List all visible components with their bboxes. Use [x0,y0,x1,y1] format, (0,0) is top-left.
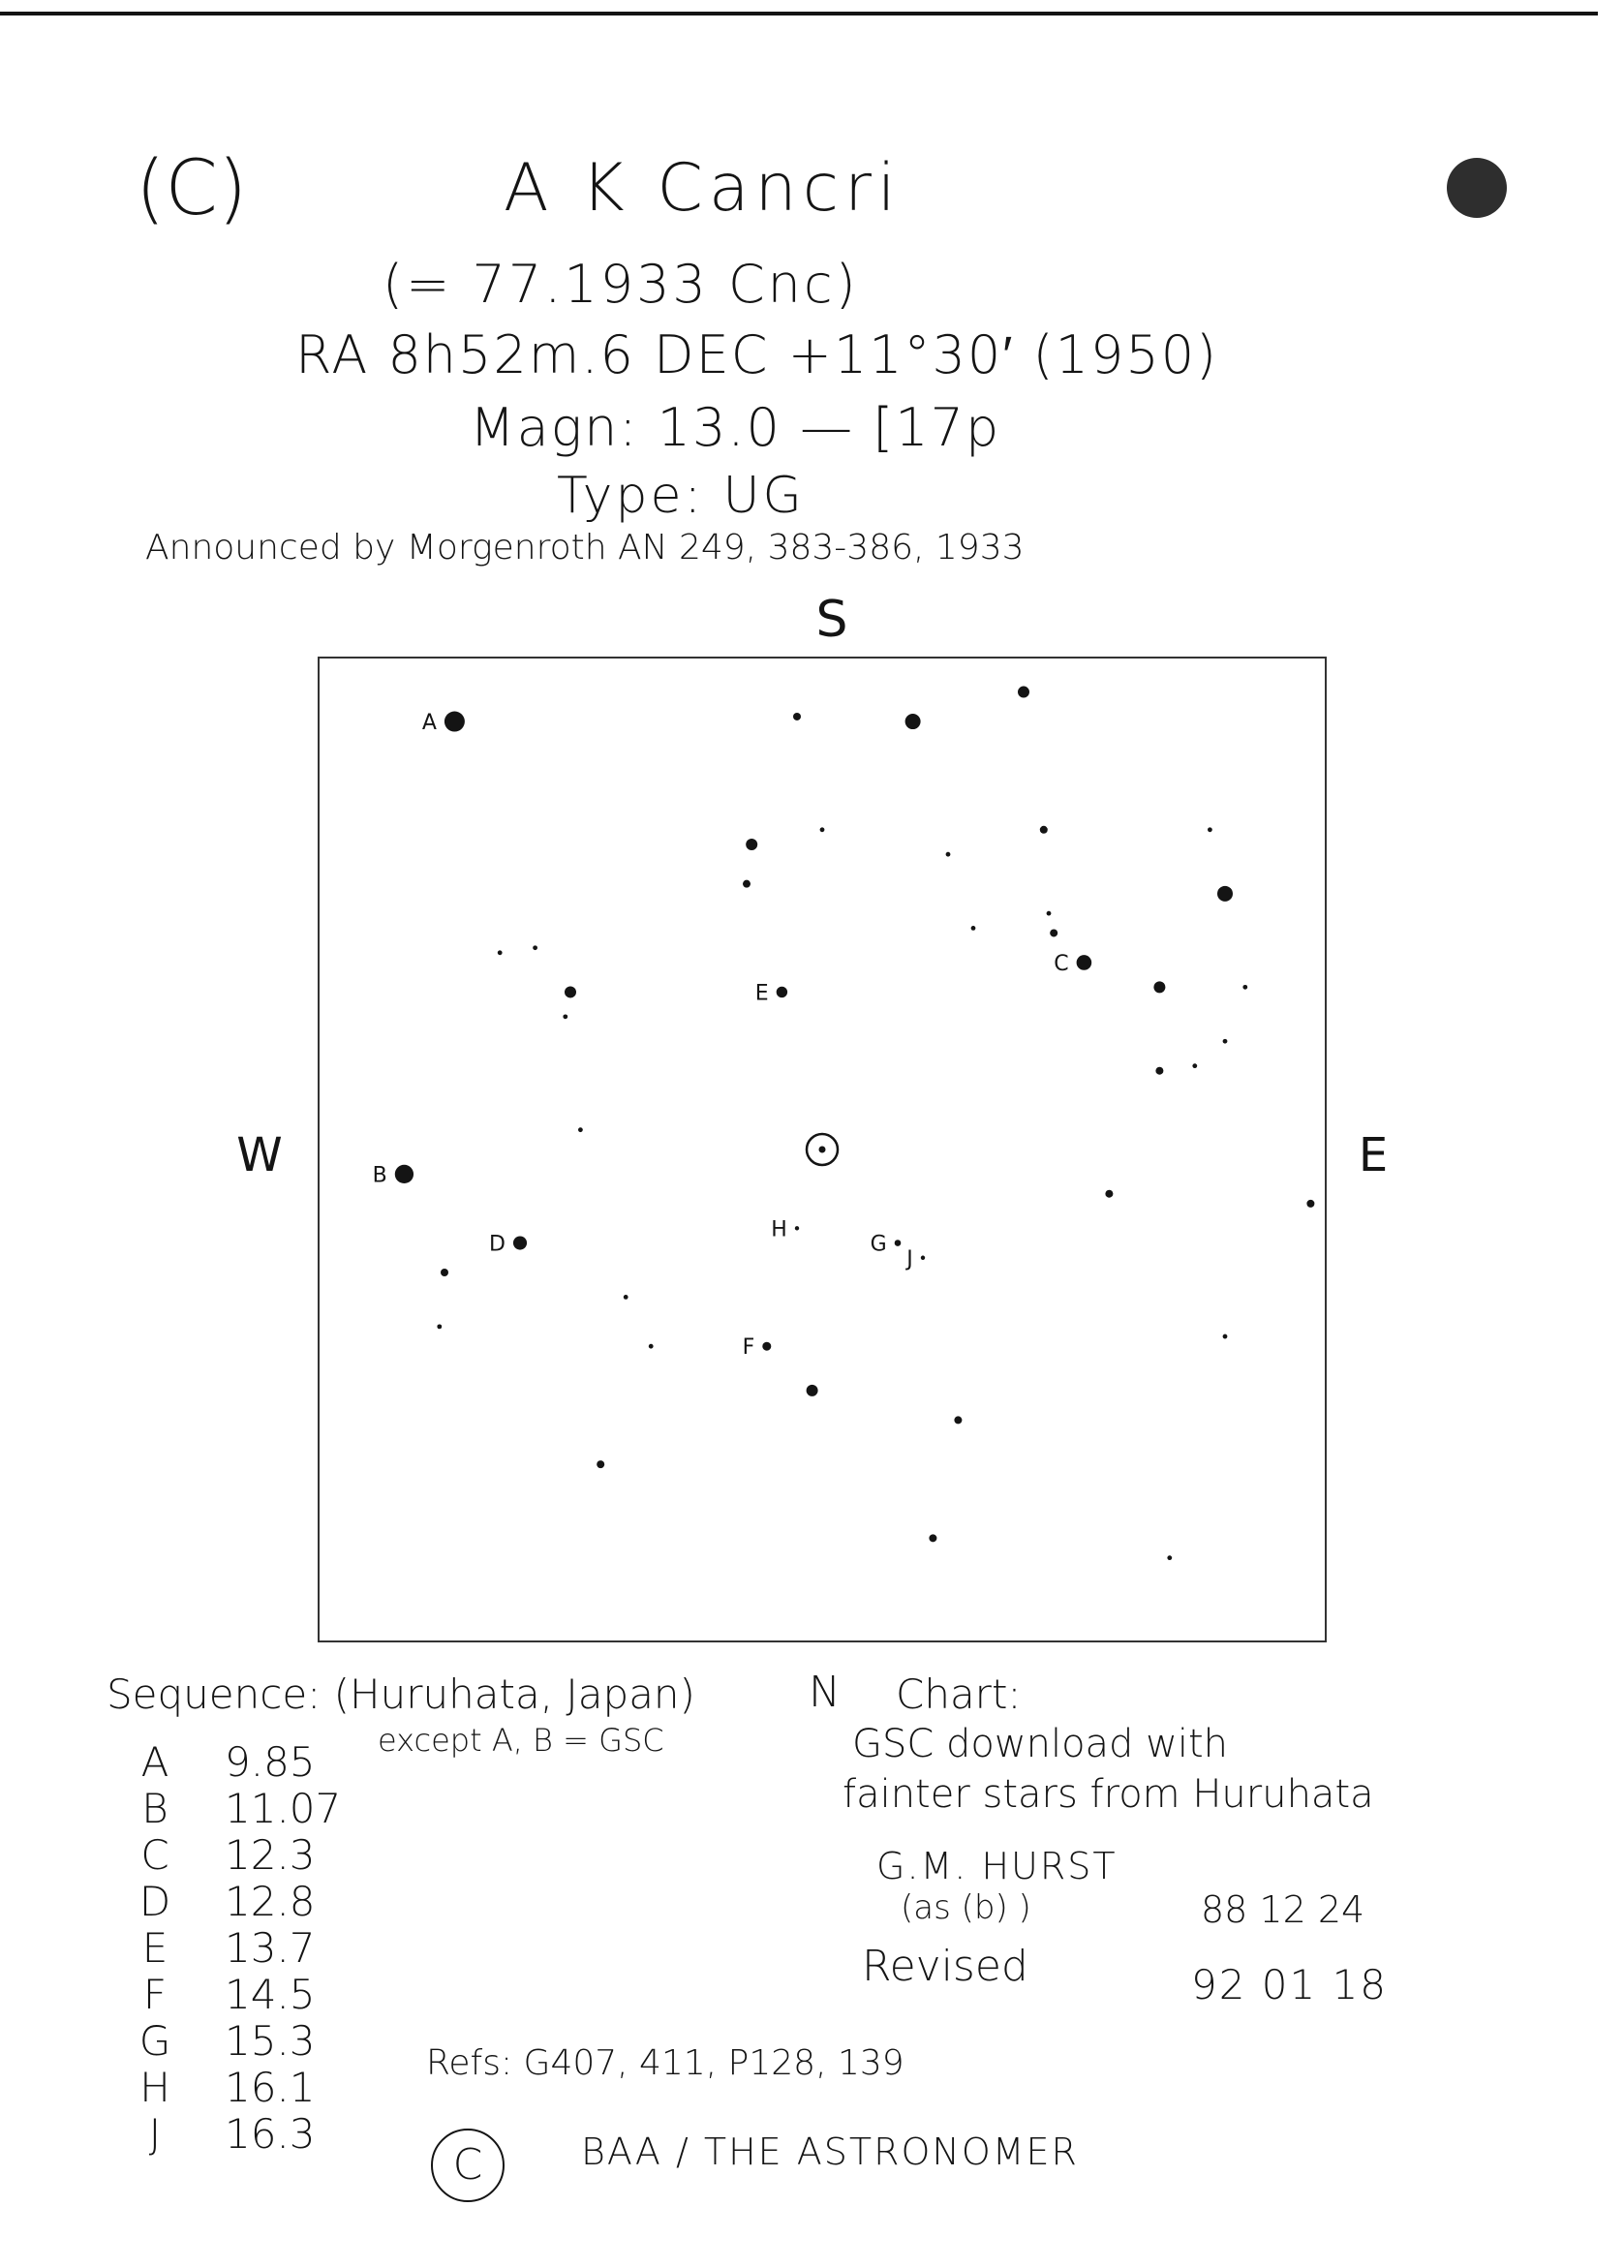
field-star [1153,981,1165,993]
comparison-star-d [513,1236,527,1249]
field-star [649,1344,654,1349]
field-star [971,926,976,931]
field-star [597,1460,604,1468]
orientation-left: W [236,1128,283,1182]
chart-source-line1: GSC download with [852,1722,1229,1766]
field-star [929,1534,936,1542]
sequence-letter-b: B [141,1785,169,1832]
comparison-label-j: J [906,1246,913,1272]
sequence-value-a: 9.85 [225,1738,316,1786]
field-star [533,945,537,950]
star-name: A K Cancri [504,150,902,227]
field-star [437,1324,442,1329]
sequence-value-e: 13.7 [225,1924,316,1972]
field-star [498,950,503,955]
field-star [793,713,801,720]
field-star [746,839,757,850]
comparison-star-h [795,1226,799,1230]
copyright-letter: C [452,2140,483,2190]
comparison-label-c: C [1054,951,1069,976]
field-star [624,1295,628,1300]
field-star [1208,827,1212,832]
comparison-label-b: B [372,1163,387,1188]
field-star [1105,1190,1113,1198]
field-star [1040,826,1048,834]
sequence-letter-a: A [140,1738,169,1786]
north-marker: N [809,1668,841,1717]
field-star [578,1127,583,1132]
sequence-value-d: 12.8 [225,1878,316,1925]
variable-star [819,1147,826,1153]
field-star [1242,985,1247,990]
field-star [1167,1555,1172,1560]
field-star [1018,687,1029,698]
field-star [954,1416,962,1424]
comparison-star-f [762,1342,771,1351]
field-star [905,714,921,729]
field-star [1192,1063,1197,1068]
comparison-star-e [777,987,787,997]
field-star [820,827,825,832]
observer-note: (as (b) ) [901,1888,1031,1927]
field-star [946,852,951,857]
sequence-letter-d: D [138,1878,171,1925]
field-star [441,1269,448,1276]
comparison-label-g: G [870,1232,887,1257]
field-star [743,880,751,888]
date-revised: 92 01 18 [1191,1961,1389,2008]
comparison-label-a: A [421,711,437,736]
comparison-star-b [395,1165,414,1183]
field-star [563,1014,567,1019]
field-star [1306,1200,1314,1208]
comparison-star-c [1077,955,1092,970]
comparison-label-e: E [754,981,769,1006]
references: Refs: G407, 411, P128, 139 [426,2043,904,2083]
field-star [1223,1039,1228,1044]
field-star [1223,1334,1228,1339]
sequence-letter-h: H [139,2064,170,2111]
chart-label: (C) [136,145,248,232]
field-star [1155,1067,1163,1075]
sequence-letter-j: J [148,2110,162,2158]
sequence-heading: Sequence: (Huruhata, Japan) [107,1670,695,1718]
date-original: 88 12 24 [1201,1888,1365,1931]
copyright-text: BAA / THE ASTRONOMER [581,2130,1079,2173]
sequence-value-f: 14.5 [225,1971,316,2018]
alias: (= 77.1933 Cnc) [383,254,859,315]
comparison-star-a [444,712,465,732]
comparison-label-d: D [488,1232,506,1257]
field-star [1217,886,1233,902]
comparison-star-j [921,1256,925,1260]
coordinates: RA 8h52m.6 DEC +11°30′ (1950) [295,324,1219,385]
observer-name: G.M. HURST [876,1845,1118,1887]
sequence-letter-g: G [138,2017,171,2065]
sequence-letter-f: F [142,1971,168,2018]
field-star [1050,929,1057,936]
sequence-letter-e: E [141,1924,169,1972]
orientation-top: S [815,591,848,649]
chart-source-line2: fainter stars from Huruhata [843,1772,1374,1817]
field-star [1047,911,1052,916]
chart-source-label: Chart: [896,1670,1022,1718]
comparison-label-f: F [742,1335,755,1361]
sequence-letter-c: C [140,1831,169,1879]
sequence-value-h: 16.1 [225,2064,316,2111]
magnitude-range: Magn: 13.0 — [17p [470,397,1001,458]
sequence-value-c: 12.3 [225,1831,316,1879]
revised-label: Revised [862,1942,1028,1991]
announcement: Announced by Morgenroth AN 249, 383-386, 1933 [145,528,1025,567]
comparison-star-g [895,1240,902,1246]
sequence-note: except A, B = GSC [378,1722,664,1759]
sequence-value-j: 16.3 [225,2110,316,2158]
orientation-right: E [1358,1128,1389,1182]
field-star [807,1385,818,1396]
comparison-label-h: H [771,1217,787,1242]
field-star [565,986,576,997]
sequence-value-g: 15.3 [225,2017,316,2065]
variable-type: Type: UG [557,467,805,525]
sequence-value-b: 11.07 [225,1785,342,1832]
copyright-symbol [431,2129,505,2202]
